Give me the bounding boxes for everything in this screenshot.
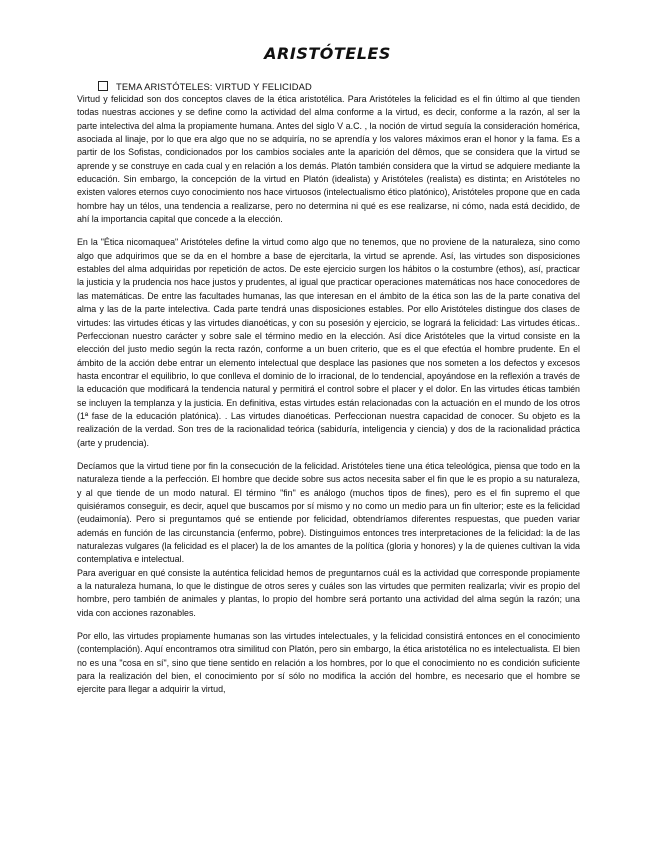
paragraph: En la "Ética nicomaquea" Aristóteles define la virtud como algo que no tenemos, que no proviene de la naturaleza, sino como algo que adquirimos que se da en el hombre a base de ejercitarla, la virtud se aprende. Así, las virtudes son disposiciones estables del alma adquiridas por repetición de actos. De este ejercicio surgen los hábitos o la costumbre (ethos), así, practicar la justicia y la prudencia nos hace justos y prudentes, al igual que practicar operaciones matemáticas nos hace conocedores de las matemáticas. De entre las facultades humanas, las que interesan en el ámbito de la ética son las de la parte conativa del alma y las de la parte intelectiva. Cada parte tendrá unas disposiciones estables. Por ello Aristóteles distingue dos clases de virtudes: las virtudes éticas y las virtudes dianoéticas, y con su posesión y ejercicio, se logrará la felicidad: Las virtudes éticas.. Perfeccionan nuestro carácter y sobre sale el término medio en la elección. Así dice Aristóteles que la virtud consiste en la elección del justo medio según la recta razón, conforme a un buen criterio, que es el que efectúa el hombre prudente. En el ámbito de la acción debe entrar un elemento intelectual que desplace las pasiones que nos someten a los defectos y excesos hasta encontrar el equilibrio, lo que conlleva el dominio de lo irracional, de lo tendencial, apoyándose en la reflexión a través de la educación que modificará la tendencia natural y permitirá el control sobre el placer y el dolor. En las virtudes éticas también se incluyen la templanza y la justicia. En definitiva, estas virtudes están relacionadas con la actuación en el mundo de los otros (1ª fase de la educación platónica). . Las virtudes dianoéticas. Perfeccionan nuestra capacidad de conocer. Su objeto es la realización de la verdad. Son tres de la racionalidad teórica (sabiduría, inteligencia y ciencia) y dos de la racionalidad práctica (arte y prudencia). [77,237,580,448]
paragraph: Por ello, las virtudes propiamente humanas son las virtudes intelectuales, y la felicidad consistirá entonces en el conocimiento (contemplación). Aquí encontramos otra similitud con Platón, pero sin embargo, la ética aristotélica no es intelectualista. El bien no es una "cosa en sí", sino que tiene sentido en relación a los hombres, por lo que el conocimiento no es condición suficiente para la realización del bien, el conocimiento por sí sólo no modifica la acción del hombre, es necesario que el hombre se ejercite para llegar a adquirir la virtud, [77,631,580,695]
paragraph: Para averiguar en qué consiste la auténtica felicidad hemos de preguntarnos cuál es la actividad que corresponde propiamente a la naturaleza humana, lo que le distingue de otros seres y cuáles son las virtudes que permiten realizarla; vivir es propio del hombre, pero también de animales y plantas, lo propio del hombre será portanto una actividad del alma según la razón; una vida con acciones razonables. [77,567,580,618]
paragraph-spacer [77,226,580,236]
document-body [77,93,580,697]
paragraph-spacer [77,620,580,630]
paragraph: Virtud y felicidad son dos conceptos claves de la ética aristotélica. Para Aristóteles la felicidad es el fin último al que tienden todas nuestras acciones y se define como la actividad del alma conforme a la virtud, es decir, conforme a la razón, al ser la parte intelectiva del alma la propiamente humana. Antes del siglo V a.C. , la noción de virtud seguía la consideración homérica, asociada al linaje, por lo que era algo que no se adquiría, no se aprendía y los valores máximos eran el honor y la fama. Es a partir de los Sofistas, condicionados por los cambios sociales ante la aparición del dêmos, que se considera que la virtud se aprende y se construye en cada cual y en relación a los demás. Platón también considera que la virtud se adquiere mediante la educación. Sin embargo, la concepción de la virtud en Platón (idealista) y Aristóteles (realista) es distinta; en Aristóteles no existen valores eternos cuyo conocimiento nos hace virtuosos (intelectualismo ético platónico), Aristóteles propone que en cada hombre hay un télos, una tendencia a realizarse, pero no determina ni qué es ese realizarse, ni cómo, nada está decidido, de ahí la importancia capital que concede a la elección. [77,94,580,225]
paragraph-spacer [77,450,580,460]
checkbox-icon [98,81,108,91]
page-title: ARISTÓTELES [264,44,391,63]
topic-heading [98,80,312,92]
topic-heading-text: TEMA ARISTÓTELES: VIRTUD Y FELICIDAD [116,80,312,92]
paragraph: Decíamos que la virtud tiene por fin la consecución de la felicidad. Aristóteles tiene una ética teleológica, piensa que todo en la naturaleza tiende a la perfección. El hombre que decide sobre sus actos necesita saber el fin que le es propio a su naturaleza, y al que tiende de un modo natural. El término "fin" es análogo (muchos tipos de fines), pero es el fin supremo el que quisiéramos conseguir, es decir, aquel que buscamos por sí mismo y no como un medio para un fin ulterior; este es la felicidad (eudaimonía). Pero si preguntamos qué se entiende por felicidad, obtendríamos diferentes respuestas, que pueden variar además en función de las circunstancia (enfermo, pobre). Distinguimos entonces tres interpretaciones de la felicidad: la de las naturalezas vulgares (la felicidad es el placer) la de los amantes de la política (gloria y honores) y la de quienes cultivan la vida contemplativa e intelectual. [77,460,580,565]
